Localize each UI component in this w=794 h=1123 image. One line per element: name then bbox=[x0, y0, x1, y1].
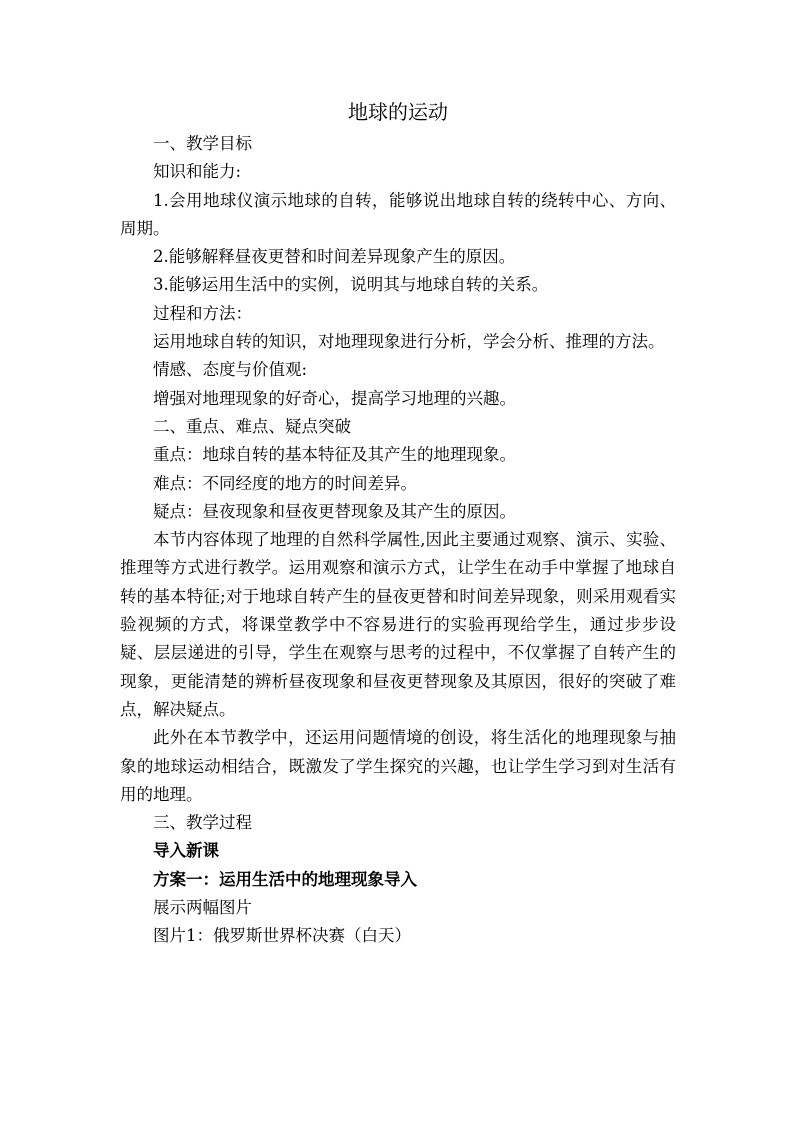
paragraph: 二、重点、难点、疑点突破 bbox=[153, 416, 351, 436]
document-title: 地球的运动 bbox=[348, 100, 448, 124]
paragraph: 本节内容体现了地理的自然科学属性,因此主要通过观察、演示、实验、推理等方式进行教学。运用观察和演示方式，让学生在动手中掌握了地球自转的基本特征;对于地球自转产生的昼夜更替和时间差异现象，则采用观看实验视频的方式，将课堂教学中不容易进行的实验再现给学生，通过步步设疑、层层递进的引导，学生在观察与思考的过程中，不仅掌握了自转产生的现象，更能清楚的辨析昼夜现象和昼夜更替现象及其原因，很好的突破了难点，解决疑点。 bbox=[120, 530, 676, 719]
paragraph: 方案一：运用生活中的地理现象导入 bbox=[153, 869, 417, 889]
paragraph: 三、教学过程 bbox=[153, 813, 252, 833]
paragraph-list bbox=[120, 130, 676, 951]
paragraph: 3.能够运用生活中的实例，说明其与地球自转的关系。 bbox=[153, 275, 549, 295]
paragraph: 过程和方法： bbox=[153, 303, 252, 323]
paragraph: 2.能够解释昼夜更替和时间差异现象产生的原因。 bbox=[153, 247, 516, 267]
paragraph: 此外在本节教学中，还运用问题情境的创设，将生活化的地理现象与抽象的地球运动相结合，既激发了学生探究的兴趣，也让学生学习到对生活有用的地理。 bbox=[120, 728, 676, 804]
document-body bbox=[120, 96, 676, 951]
paragraph: 重点：地球自转的基本特征及其产生的地理现象。 bbox=[153, 445, 516, 465]
paragraph: 展示两幅图片 bbox=[153, 898, 252, 918]
paragraph: 图片1：俄罗斯世界杯决赛（白天） bbox=[153, 926, 411, 946]
paragraph: 运用地球自转的知识，对地理现象进行分析，学会分析、推理的方法。 bbox=[153, 332, 665, 352]
paragraph: 一、教学目标 bbox=[153, 134, 252, 153]
paragraph: 1.会用地球仪演示地球的自转，能够说出地球自转的绕转中心、方向、周期。 bbox=[120, 190, 676, 238]
paragraph: 增强对地理现象的好奇心，提高学习地理的兴趣。 bbox=[153, 388, 516, 408]
paragraph: 导入新课 bbox=[153, 841, 219, 861]
paragraph: 难点：不同经度的地方的时间差异。 bbox=[153, 473, 417, 493]
paragraph: 疑点：昼夜现象和昼夜更替现象及其产生的原因。 bbox=[153, 501, 516, 521]
paragraph: 知识和能力: bbox=[153, 162, 242, 182]
paragraph: 情感、态度与价值观: bbox=[153, 360, 308, 380]
